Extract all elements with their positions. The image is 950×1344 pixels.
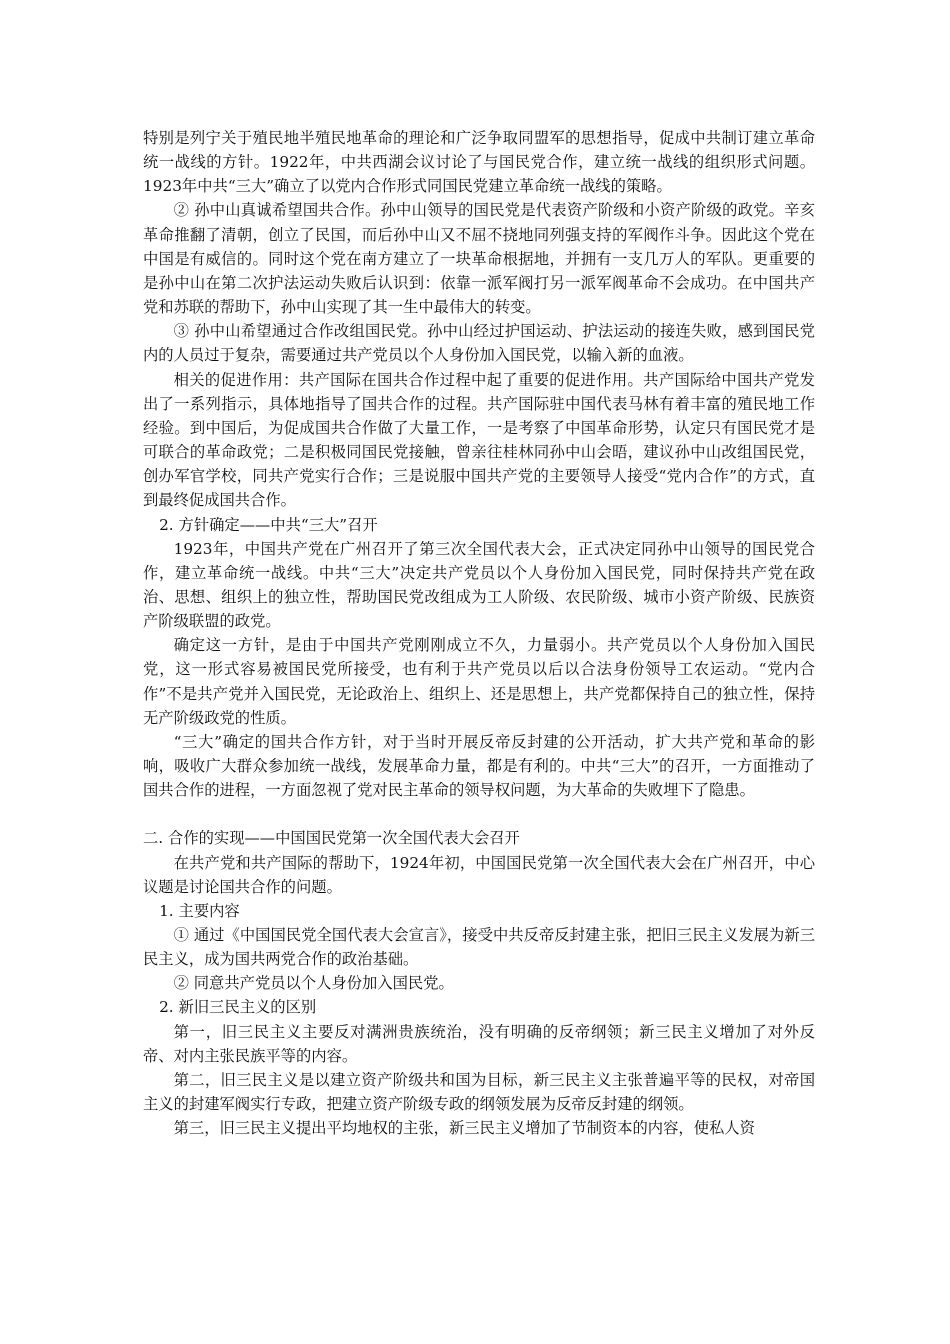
paragraph-third-congress-1923: 1923年，中国共产党在广州召开了第三次全国代表大会，正式决定同孙中山领导的国民党合作，建立革命统一战线。中共“三大”决定共产党员以个人身份加入国民党，同时保持共产党在政治、思想、组织上的独立性，帮助国民党改组成为工人阶级、农民阶级、城市小资产阶级、民族资产阶级联盟的政党。 (143, 539, 815, 631)
paragraph-sun-reorganize-kmt: ③ 孙中山希望通过合作改组国民党。孙中山经过护国运动、护法运动的接连失败，感到国民党内的人员过于复杂，需要通过共产党员以个人身份加入国民党，以输入新的血液。 (143, 322, 815, 365)
section-heading-cooperation-realized: 二. 合作的实现——中国国民党第一次全国代表大会召开 (143, 829, 520, 848)
paragraph-difference-third: 第三，旧三民主义提出平均地权的主张，新三民主义增加了节制资本的内容，使私人资 (173, 1119, 755, 1138)
paragraph-difference-second: 第二，旧三民主义是以建立资产阶级共和国为目标，新三民主义主张普遍平等的民权，对帝国主义的封建军阀实行专政，把建立资产阶级专政的纲领发展为反帝反封建的纲领。 (143, 1070, 815, 1114)
subheading-main-content: 1. 主要内容 (159, 901, 240, 920)
paragraph-kmt-first-congress: 在共产党和共产国际的帮助下，1924年初，中国国民党第一次全国代表大会在广州召开，中心议题是讨论国共合作的问题。 (143, 853, 815, 896)
paragraph-individual-membership: ② 同意共产党员以个人身份加入国民党。 (173, 974, 454, 993)
paragraph-difference-first: 第一，旧三民主义主要反对满洲贵族统治，没有明确的反帝纲领；新三民主义增加了对外反帝、对内主张民族平等的内容。 (143, 1022, 815, 1065)
subheading-policy-third-congress: 2. 方针确定——中共“三大”召开 (159, 515, 378, 534)
paragraph-policy-significance: “三大”确定的国共合作方针，对于当时开展反帝反封建的公开活动，扩大共产党和革命的影响，吸收广大群众参加统一战线，发展革命力量，都是有利的。中共“三大”的召开，一方面推动了国共合作的进程，一方面忽视了党对民主革命的领导权问题，为大革命的失败埋下了隐患。 (143, 732, 815, 800)
paragraph-leninist-guidance: 特别是列宁关于殖民地半殖民地革命的理论和广泛争取同盟军的思想指导，促成中共制订建立革命统一战线的方针。1922年，中共西湖会议讨论了与国民党合作，建立统一战线的组织形式问题。1923年中共“三大”确立了以党内合作形式同国民党建立革命统一战线的策略。 (143, 129, 815, 196)
paragraph-policy-reason: 确定这一方针，是由于中国共产党刚刚成立不久，力量弱小。共产党员以个人身份加入国民党，这一形式容易被国民党所接受，也有利于共产党员以后以合法身份领导工农运动。“党内合作”不是共产党并入国民党，无论政治上、组织上、还是思想上，共产党都保持自己的独立性，保持无产阶级政党的性质。 (143, 636, 815, 727)
paragraph-comintern-role: 相关的促进作用：共产国际在国共合作过程中起了重要的促进作用。共产国际给中国共产党发出了一系列指示，具体地指导了国共合作的过程。共产国际驻中国代表马林有着丰富的殖民地工作经验。到中国后，为促成国共合作做了大量工作，一是考察了中国革命形势，认定只有国民党才是可联合的革命政党；二是积极同国民党接触，曾亲往桂林同孙中山会晤，建议孙中山改组国民党，创办军官学校，同共产党实行合作；三是说服中国共产党的主要领导人接受“党内合作”的方式，直到最终促成国共合作。 (143, 370, 815, 510)
paragraph-sun-sincere-cooperation: ② 孙中山真诚希望国共合作。孙中山领导的国民党是代表资产阶级和小资产阶级的政党。辛亥革命推翻了清朝，创立了民国，而后孙中山又不屈不挠地同列强支持的军阀作斗争。因此这个党在中国是有威信的。同时这个党在南方建立了一块革命根据地，并拥有一支几万人的军队。更重要的是孙中山在第二次护法运动失败后认识到：依靠一派军阀打另一派军阀革命不会成功。在中国共产党和苏联的帮助下，孙中山实现了其一生中最伟大的转变。 (143, 201, 815, 317)
paragraph-manifesto: ① 通过《中国国民党全国代表大会宣言》，接受中共反帝反封建主张，把旧三民主义发展为新三民主义，成为国共两党合作的政治基础。 (143, 926, 815, 969)
document-page (143, 126, 815, 1140)
subheading-three-principles-difference: 2. 新旧三民主义的区别 (159, 998, 317, 1017)
